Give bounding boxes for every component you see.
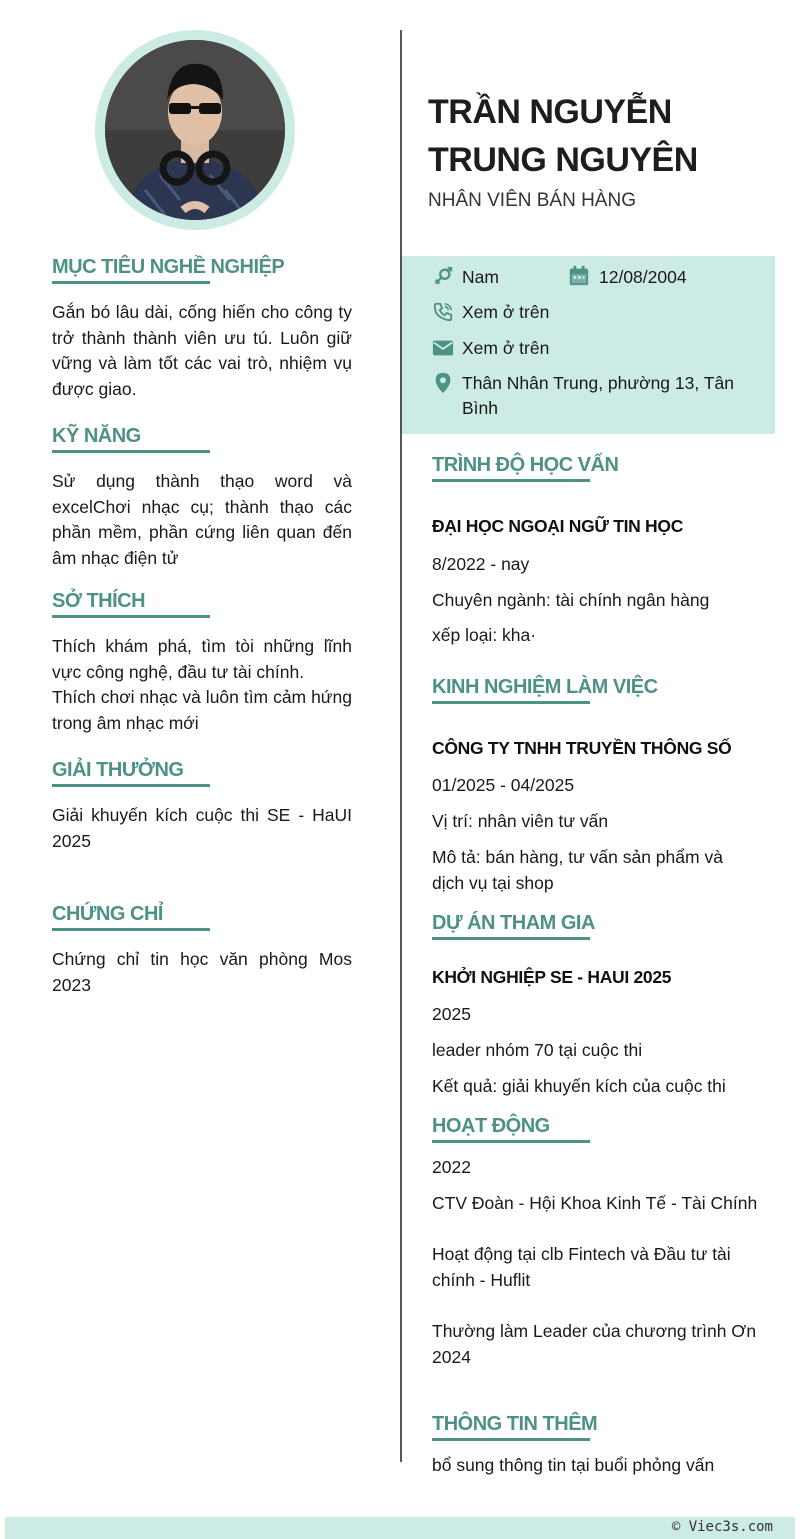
more-info-text: bổ sung thông tin tại buổi phỏng vấn (432, 1455, 715, 1475)
experience-section (432, 676, 772, 893)
objective-text: Gắn bó lâu dài, cống hiến cho công ty trở thành thành viên ưu tú. Luôn giữ vững và làm tốt các vai trò, nhiệm vụ được giao. (52, 302, 352, 399)
avatar (105, 40, 285, 220)
hobbies-line-2: Thích chơi nhạc và luôn tìm cảm hứng trong âm nhạc mới (52, 687, 352, 733)
experience-period: 01/2025 - 04/2025 (432, 775, 575, 795)
calendar-icon (568, 265, 590, 287)
email-icon (432, 337, 454, 359)
hobbies-title: SỞ THÍCH (52, 590, 352, 618)
projects-section (432, 912, 772, 1096)
hobbies-section (52, 590, 352, 736)
education-title: TRÌNH ĐỘ HỌC VẤN (432, 454, 772, 482)
skills-title: KỸ NĂNG (52, 425, 352, 453)
more-info-title: THÔNG TIN THÊM (432, 1413, 772, 1441)
education-grade: xếp loại: kha· (432, 625, 537, 645)
objective-section (52, 256, 352, 402)
certificates-title: CHỨNG CHỈ (52, 903, 352, 931)
experience-position: Vị trí: nhân viên tư vấn (432, 811, 609, 831)
activities-year: 2022 (432, 1157, 471, 1177)
contact-panel (402, 256, 775, 434)
footer-bar (5, 1517, 795, 1539)
email-value: Xem ở trên (462, 338, 550, 358)
activities-section (432, 1115, 772, 1367)
certificates-text: Chứng chỉ tin học văn phòng Mos 2023 (52, 949, 352, 995)
more-info-section (432, 1413, 772, 1475)
phone-icon (432, 301, 454, 323)
address-value: Thân Nhân Trung, phường 13, Tân Bình (462, 373, 734, 418)
skills-text: Sử dụng thành thạo word và excelChơi nhạc cụ; thành thạo các phần mềm, phần cứng liên quan đến âm nhạc điện tử (52, 471, 352, 568)
education-major: Chuyên ngành: tài chính ngân hàng (432, 590, 710, 610)
certificates-section (52, 903, 352, 998)
awards-text: Giải khuyến kích cuộc thi SE - HaUI 2025 (52, 805, 352, 851)
gender-icon (432, 266, 454, 288)
phone-value: Xem ở trên (462, 302, 550, 322)
project-role: leader nhóm 70 tại cuộc thi (432, 1040, 643, 1060)
activities-title: HOẠT ĐỘNG (432, 1115, 772, 1143)
education-school: ĐẠI HỌC NGOẠI NGỮ TIN HỌC (432, 516, 684, 536)
activity-item-2: Hoạt động tại clb Fintech và Đầu tư tài chính - Huflit (432, 1244, 731, 1290)
birthdate-value: 12/08/2004 (599, 267, 687, 287)
job-title: NHÂN VIÊN BÁN HÀNG (428, 190, 636, 211)
education-period: 8/2022 - nay (432, 554, 530, 574)
location-icon (432, 372, 454, 394)
skills-section (52, 425, 352, 571)
copyright-text: © Viec3s.com (671, 1519, 773, 1535)
column-divider (400, 30, 402, 1462)
projects-title: DỰ ÁN THAM GIA (432, 912, 772, 940)
objective-title: MỤC TIÊU NGHỀ NGHIỆP (52, 256, 352, 284)
awards-title: GIẢI THƯỞNG (52, 759, 352, 787)
full-name: TRẦN NGUYỄN TRUNG NGUYÊN (428, 93, 698, 179)
activity-item-3: Thường làm Leader của chương trình Ơn 2024 (432, 1321, 757, 1367)
avatar-ring (95, 30, 295, 230)
gender-value: Nam (462, 267, 499, 287)
experience-company: CÔNG TY TNHH TRUYỀN THÔNG SỐ (432, 738, 732, 758)
project-name: KHỞI NGHIỆP SE - HAUI 2025 (432, 967, 672, 987)
education-section (432, 454, 772, 645)
activity-item-1: CTV Đoàn - Hội Khoa Kinh Tế - Tài Chính (432, 1193, 758, 1213)
awards-section (52, 759, 352, 854)
project-year: 2025 (432, 1004, 471, 1024)
experience-title: KINH NGHIỆM LÀM VIỆC (432, 676, 772, 704)
hobbies-line-1: Thích khám phá, tìm tòi những lĩnh vực công nghệ, đầu tư tài chính. (52, 636, 352, 682)
avatar-photo (105, 40, 285, 220)
experience-description: Mô tả: bán hàng, tư vấn sản phẩm và dịch vụ tại shop (432, 847, 723, 893)
project-result: Kết quả: giải khuyến kích của cuộc thi (432, 1076, 726, 1096)
